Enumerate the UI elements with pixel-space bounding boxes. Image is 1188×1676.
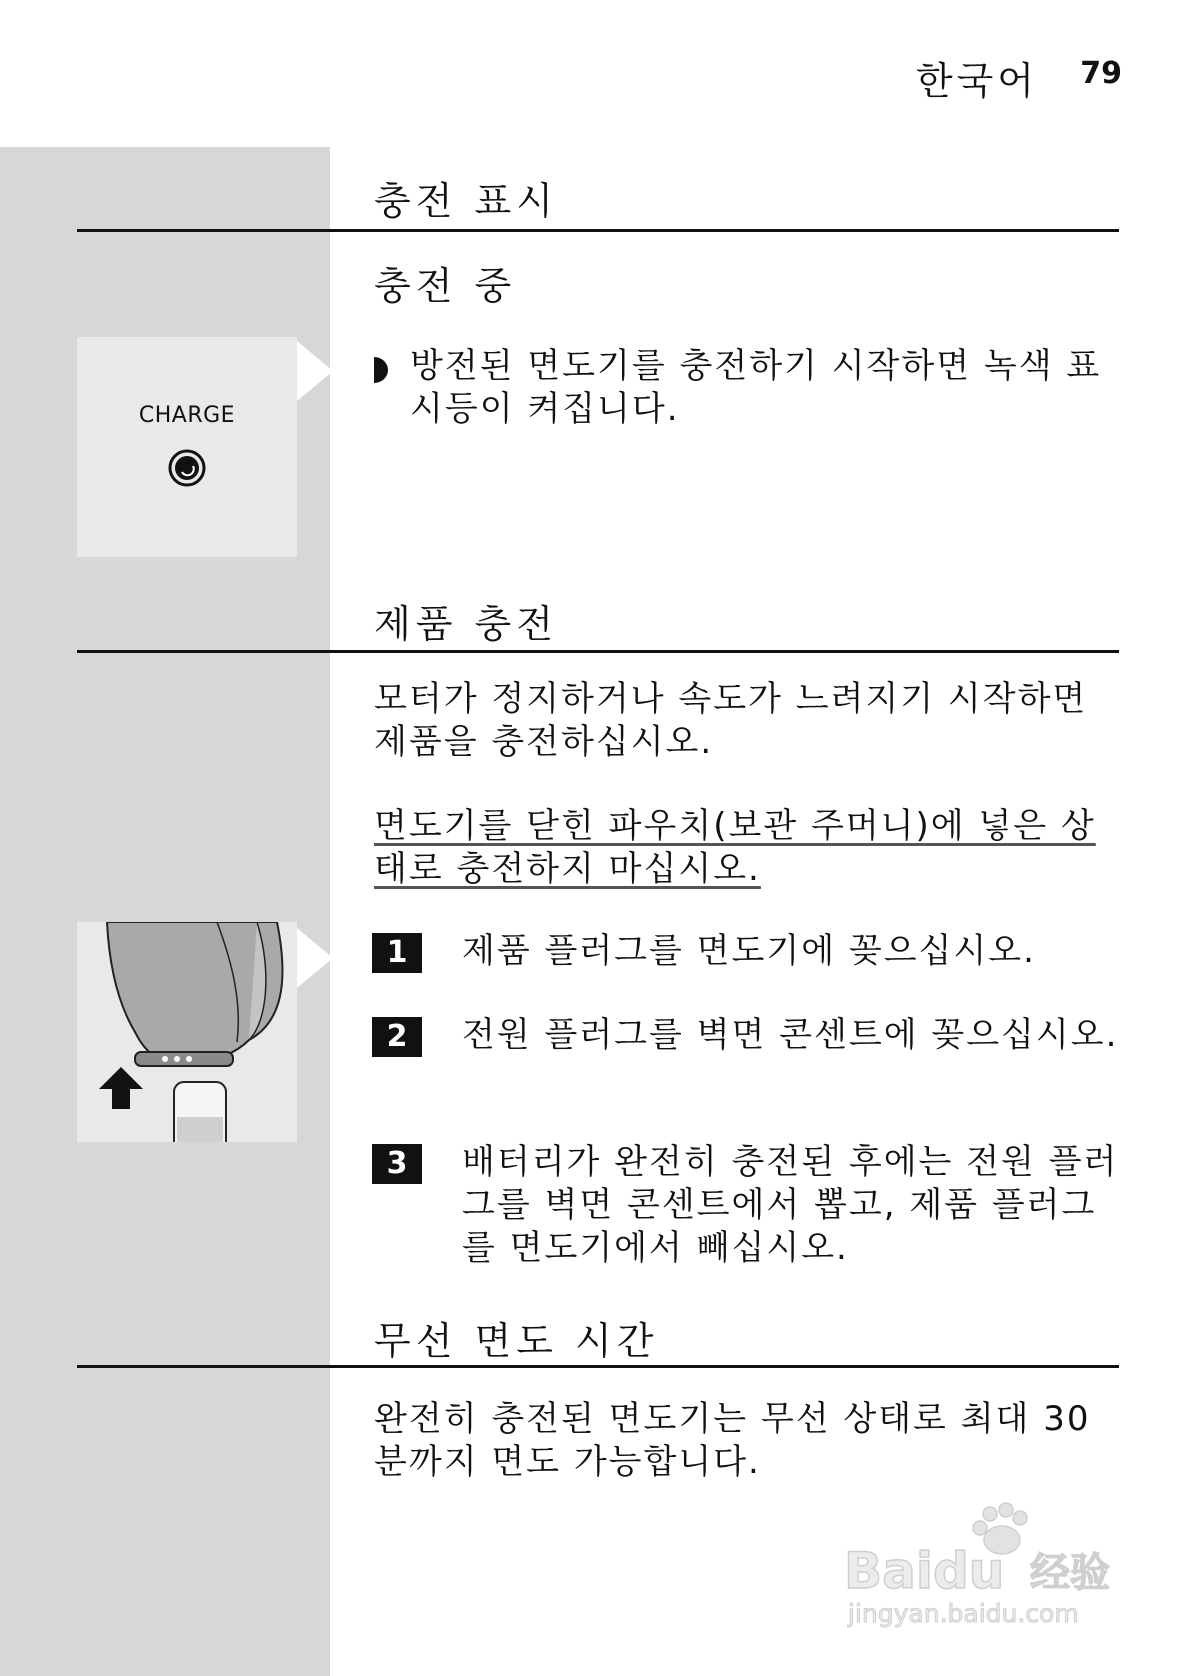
charging-warning [374,805,1119,891]
language-label: 한국어 [915,59,1038,103]
step-text-3: 배터리가 완전히 충전된 후에는 전원 플러그를 벽면 콘센트에서 뽑고, 제품 플러그를 면도기에서 빼십시오. [462,1142,1119,1268]
section-divider [77,229,1119,232]
panel-notch [297,341,333,401]
warning-text: 면도기를 닫힌 파우치(보관 주머니)에 넣은 상태로 충전하지 마십시오. [374,806,1096,889]
step-number-1: 1 [372,933,422,973]
charging-intro: 모터가 정지하거나 속도가 느려지기 시작하면 제품을 충전하십시오. [374,679,1088,762]
charge-label: CHARGE [138,403,236,428]
step-text-1: 제품 플러그를 면도기에 꽂으십시오. [462,931,1036,971]
razor-illustration [77,922,297,1142]
step-number-2: 2 [372,1017,422,1057]
watermark-brand-cn: 经验 [1030,1550,1110,1596]
charge-indicator-icon [167,448,207,488]
panel-notch [297,928,333,988]
step-number-3: 3 [372,1144,422,1184]
razor-illustration-panel [77,922,297,1142]
section-divider [77,1365,1119,1368]
baidu-watermark-logo [840,1500,1130,1630]
page-number: 79 [1080,56,1122,91]
charge-indicator-text: 방전된 면도기를 충전하기 시작하면 녹색 표시등이 켜집니다. [410,346,1102,429]
subsection-title-charging: 충전 중 [374,264,517,308]
watermark-url: jingyan.baidu.com [848,1599,1079,1628]
section-title-charge-indicator: 충전 표시 [374,179,558,223]
section-title-cordless: 무선 면도 시간 [374,1319,659,1363]
bullet-icon [372,355,390,385]
cordless-text: 완전히 충전된 면도기는 무선 상태로 최대 30분까지 면도 가능합니다. [374,1399,1091,1482]
watermark-brand: Baidu [844,1542,1005,1600]
section-title-charging: 제품 충전 [374,602,558,646]
section-divider [77,650,1119,653]
arrow-up-icon [99,1067,143,1109]
step-text-2: 전원 플러그를 벽면 콘센트에 꽂으십시오. [462,1015,1119,1055]
charge-indicator-panel [77,337,297,557]
